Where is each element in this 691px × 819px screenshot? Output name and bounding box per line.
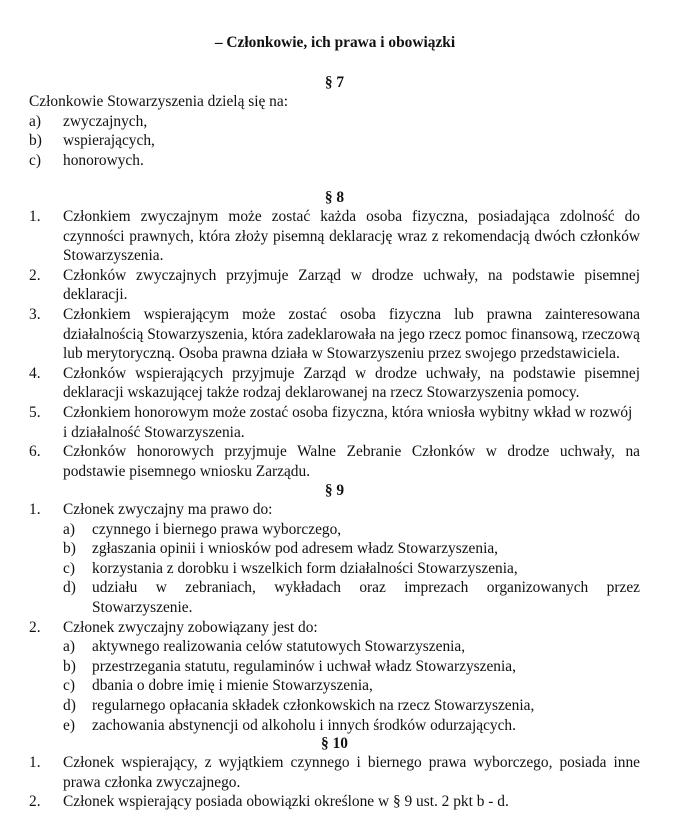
sub-list-item-text: zachowania abstynencji od alkoholu i innych środków odurzających. [92, 716, 516, 734]
list-item [29, 305, 640, 364]
list-item-text-line: i działalność Stowarzyszenia. [63, 423, 245, 441]
list-item-text: Członkiem wspierającym może zostać osoba fizyczna lub prawna zainteresowana działalnością Stowarzyszenia, która zadeklarowała na jego rzecz pomoc finansową, rzeczową lub merytoryczną. Osoba prawna działa w Stowarzyszeniu przez swojego przedstawiciela. [63, 305, 640, 363]
section-8-heading: § 8 [324, 189, 345, 206]
sub-list-item [63, 676, 640, 696]
section-9-heading: § 9 [324, 482, 345, 499]
sub-list [29, 637, 640, 735]
list-item [29, 131, 640, 151]
list-marker: 4. [29, 364, 41, 382]
sub-list-item-text: regularnego opłacania składek członkowskich na rzecz Stowarzyszenia, [92, 696, 535, 714]
list-item-text: honorowych. [63, 151, 144, 169]
sub-list-item [63, 520, 640, 540]
list-marker: a) [29, 112, 41, 130]
list-marker: 3. [29, 305, 41, 323]
sub-list-marker: b) [63, 657, 76, 675]
list-marker: 1. [29, 754, 41, 771]
sub-list-item-text: aktywnego realizowania celów statutowych Stowarzyszenia, [92, 638, 466, 656]
sub-list-marker: a) [63, 638, 75, 656]
list-item-text: wspierających, [63, 132, 155, 150]
list-item-text: Członków zwyczajnych przyjmuje Zarząd w drodze uchwały, na podstawie pisemnej deklaracji. [63, 266, 640, 304]
list-item [29, 266, 640, 305]
sub-list-item [63, 637, 640, 657]
section-8 [29, 207, 640, 481]
list-marker: 1. [29, 208, 41, 225]
sub-list-item-text: korzystania z dorobku i wszelkich form działalności Stowarzyszenia, [92, 559, 518, 577]
list-marker: 5. [29, 403, 41, 421]
list-item-text: Członek zwyczajny ma prawo do: [63, 501, 273, 518]
list-item [29, 753, 640, 792]
chapter-title: – Członkowie, ich prawa i obowiązki [214, 34, 456, 51]
section-7-heading: § 7 [324, 74, 345, 91]
sub-list-marker: e) [63, 716, 75, 734]
section-7 [29, 92, 640, 170]
sub-list-item-text: przestrzegania statutu, regulaminów i uchwał władz Stowarzyszenia, [92, 657, 516, 675]
list-marker: 6. [29, 443, 41, 461]
list-marker: c) [29, 151, 41, 169]
sub-list-item [63, 696, 640, 716]
section-7-intro: Członkowie Stowarzyszenia dzielą się na: [29, 93, 288, 110]
list-item [29, 618, 640, 638]
list-marker: 2. [29, 793, 41, 811]
list-marker: 2. [29, 618, 41, 636]
sub-list-item [63, 539, 640, 559]
sub-list-item-text: udziału w zebraniach, wykładach oraz imprezach organizowanych przez Stowarzyszenie. [92, 579, 640, 616]
sub-list-item [63, 559, 640, 579]
list-item [29, 500, 640, 520]
list-item [29, 364, 640, 403]
list-marker: 1. [29, 501, 41, 518]
sub-list-marker: c) [63, 559, 75, 577]
list-item-text-line: Członkiem honorowym może zostać osoba fizyczna, która wniosła wybitny wkład w rozwój [63, 403, 633, 421]
list-item-text: Członków wspierających przyjmuje Zarząd w drodze uchwały, na podstawie pisemnej deklaracji wskazującej także rodzaj deklarowanej na rzecz Stowarzyszenia pomocy. [63, 364, 640, 402]
list-item [29, 792, 640, 812]
sub-list-item [63, 578, 640, 617]
list-item-text: Członek wspierający posiada obowiązki określone w § 9 ust. 2 pkt b - d. [63, 793, 509, 811]
sub-list-item-text: zgłaszania opinii i wniosków pod adresem władz Stowarzyszenia, [92, 540, 499, 558]
sub-list [29, 520, 640, 618]
sub-list-marker: d) [63, 579, 76, 597]
list-item [29, 151, 640, 171]
sub-list-item-text: czynnego i biernego prawa wyborczego, [92, 520, 342, 538]
sub-list-marker: c) [63, 677, 75, 695]
section-10 [29, 753, 640, 812]
sub-list-marker: b) [63, 540, 76, 558]
list-item-text: Członków honorowych przyjmuje Walne Zebranie Członków w drodze uchwały, na podstawie pisemnego wniosku Zarządu. [63, 443, 640, 480]
sub-list-marker: a) [63, 520, 75, 538]
sub-list-marker: d) [63, 696, 76, 714]
sub-list-item [63, 716, 640, 736]
sub-list-item [63, 657, 640, 677]
list-item-text: Członek wspierający, z wyjątkiem czynnego i biernego prawa wyborczego, posiada inne prawa członka zwyczajnego. [63, 754, 640, 791]
list-item [29, 112, 640, 132]
section-9 [29, 500, 640, 735]
list-marker: 2. [29, 266, 41, 284]
list-marker: b) [29, 132, 42, 150]
list-item-text [63, 403, 640, 442]
sub-list-item-text: dbania o dobre imię i mienie Stowarzyszenia, [92, 677, 373, 695]
list-item [29, 442, 640, 481]
list-item-text: zwyczajnych, [63, 112, 148, 130]
list-item-text: Członkiem zwyczajnym może zostać każda osoba fizyczna, posiadająca zdolność do czynności prawnych, która złoży pisemną deklarację wraz z rekomendacją dwóch członków Stowarzyszenia. [63, 208, 640, 265]
list-item [29, 207, 640, 266]
list-item [29, 403, 640, 442]
section-10-heading: § 10 [321, 735, 348, 752]
list-item-text: Członek zwyczajny zobowiązany jest do: [63, 618, 318, 636]
